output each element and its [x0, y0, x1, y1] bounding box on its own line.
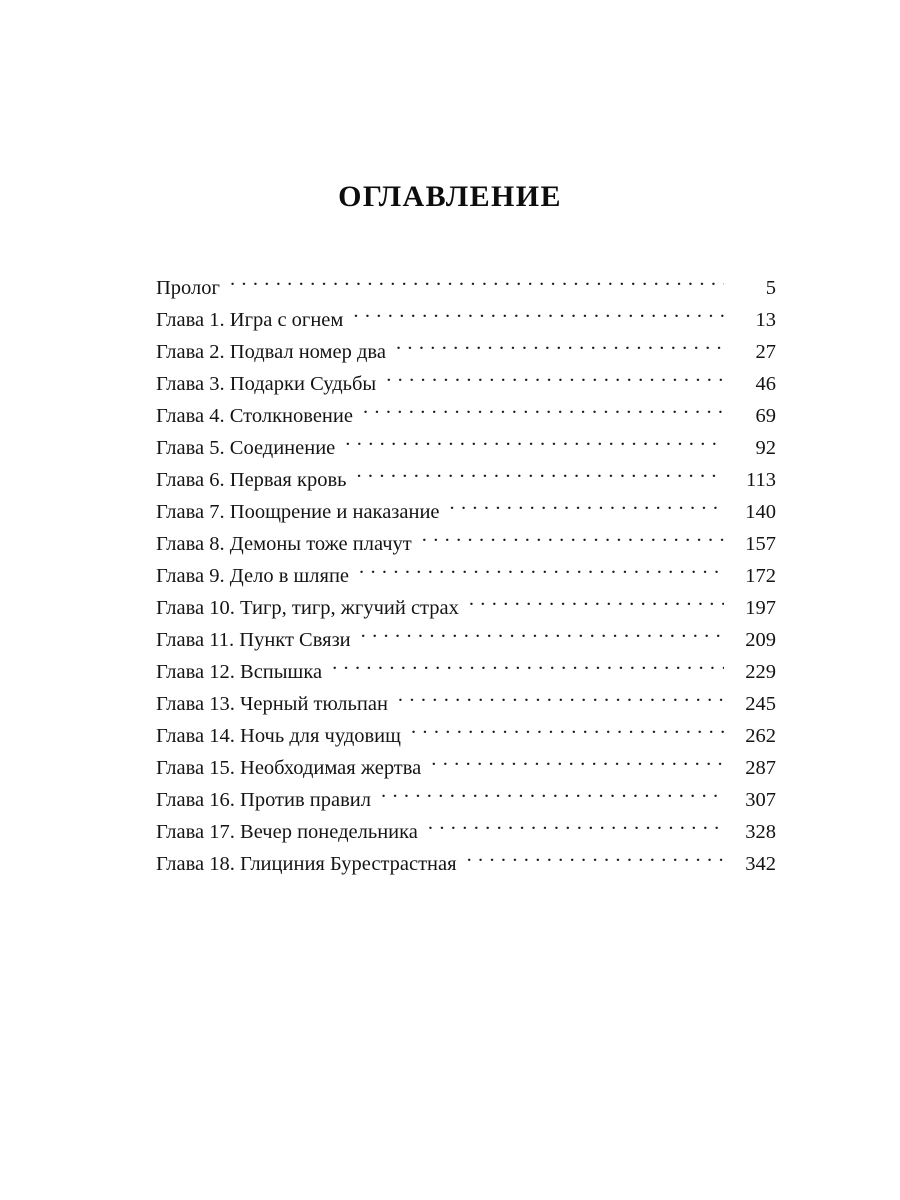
- toc-entry-label: Глава 11. Пункт Связи: [156, 629, 351, 651]
- toc-entry-page-number: 287: [745, 757, 776, 779]
- toc-entry-page-number: 262: [745, 725, 776, 747]
- toc-entry[interactable]: [156, 262, 776, 299]
- page-title: ОГЛАВЛЕНИЕ: [338, 180, 562, 214]
- toc-entry-page-number: 307: [745, 789, 776, 811]
- toc-entry-label: Глава 4. Столкновение: [156, 405, 353, 427]
- toc-entry-label: Глава 3. Подарки Судьбы: [156, 373, 377, 395]
- toc-entry-page-number: 157: [745, 533, 776, 555]
- toc-dot-leader: [359, 550, 724, 582]
- toc-entry-page-number: 197: [745, 597, 776, 619]
- toc-dot-leader: [428, 806, 724, 838]
- toc-dot-leader: [381, 774, 724, 806]
- toc-entry-page-number: 113: [746, 469, 776, 491]
- toc-dot-leader: [398, 678, 724, 710]
- toc-dot-leader: [363, 390, 724, 422]
- toc-entry-label: Глава 17. Вечер понедельника: [156, 821, 418, 843]
- toc-entry-label: Глава 6. Первая кровь: [156, 469, 347, 491]
- toc-entry-label: Глава 12. Вспышка: [156, 661, 323, 683]
- toc-entry-label: Глава 1. Игра с огнем: [156, 309, 344, 331]
- toc-entry-label: Глава 8. Демоны тоже плачут: [156, 533, 412, 555]
- toc-entry-page-number: 5: [765, 277, 776, 299]
- toc-dot-leader: [396, 326, 724, 358]
- toc-entry-page-number: 13: [755, 309, 776, 331]
- toc-entry-page-number: 245: [745, 693, 776, 715]
- toc-entry-label: Глава 13. Черный тюльпан: [156, 693, 388, 715]
- toc-entry-label: Глава 2. Подвал номер два: [156, 341, 386, 363]
- toc-entry-label: Глава 18. Глициния Бурестрастная: [156, 853, 457, 875]
- toc-dot-leader: [469, 582, 724, 614]
- toc-dot-leader: [431, 742, 724, 774]
- toc-dot-leader: [356, 454, 724, 486]
- toc-entry-label: Глава 9. Дело в шляпе: [156, 565, 350, 587]
- toc-dot-leader: [230, 262, 724, 294]
- toc-dot-leader: [386, 358, 724, 390]
- toc-list: [156, 262, 776, 875]
- toc-entry-page-number: 92: [755, 437, 776, 459]
- toc-entry-label: Глава 14. Ночь для чудовищ: [156, 725, 401, 747]
- toc-dot-leader: [450, 486, 724, 518]
- toc-dot-leader: [422, 518, 724, 550]
- toc-entry-page-number: 27: [755, 341, 776, 363]
- toc-entry-label: Глава 5. Соединение: [156, 437, 336, 459]
- toc-dot-leader: [411, 710, 724, 742]
- toc-entry-page-number: 229: [745, 661, 776, 683]
- toc-dot-leader: [332, 646, 724, 678]
- toc-entry-page-number: 328: [745, 821, 776, 843]
- toc-entry-label: Глава 10. Тигр, тигр, жгучий страх: [156, 597, 459, 619]
- toc-entry[interactable]: [156, 294, 776, 331]
- toc-entry-label: Глава 15. Необходимая жертва: [156, 757, 422, 779]
- toc-dot-leader: [467, 838, 724, 870]
- toc-entry-page-number: 342: [745, 853, 776, 875]
- toc-entry-page-number: 69: [755, 405, 776, 427]
- toc-entry-label: Глава 7. Поощрение и наказание: [156, 501, 440, 523]
- toc-entry-page-number: 209: [745, 629, 776, 651]
- toc-entry-page-number: 140: [745, 501, 776, 523]
- toc-entry-label: Пролог: [156, 277, 220, 299]
- toc-entry-page-number: 172: [745, 565, 776, 587]
- toc-dot-leader: [345, 422, 724, 454]
- toc-dot-leader: [361, 614, 724, 646]
- toc-dot-leader: [353, 294, 724, 326]
- toc-entry-page-number: 46: [755, 373, 776, 395]
- toc-entry-label: Глава 16. Против правил: [156, 789, 371, 811]
